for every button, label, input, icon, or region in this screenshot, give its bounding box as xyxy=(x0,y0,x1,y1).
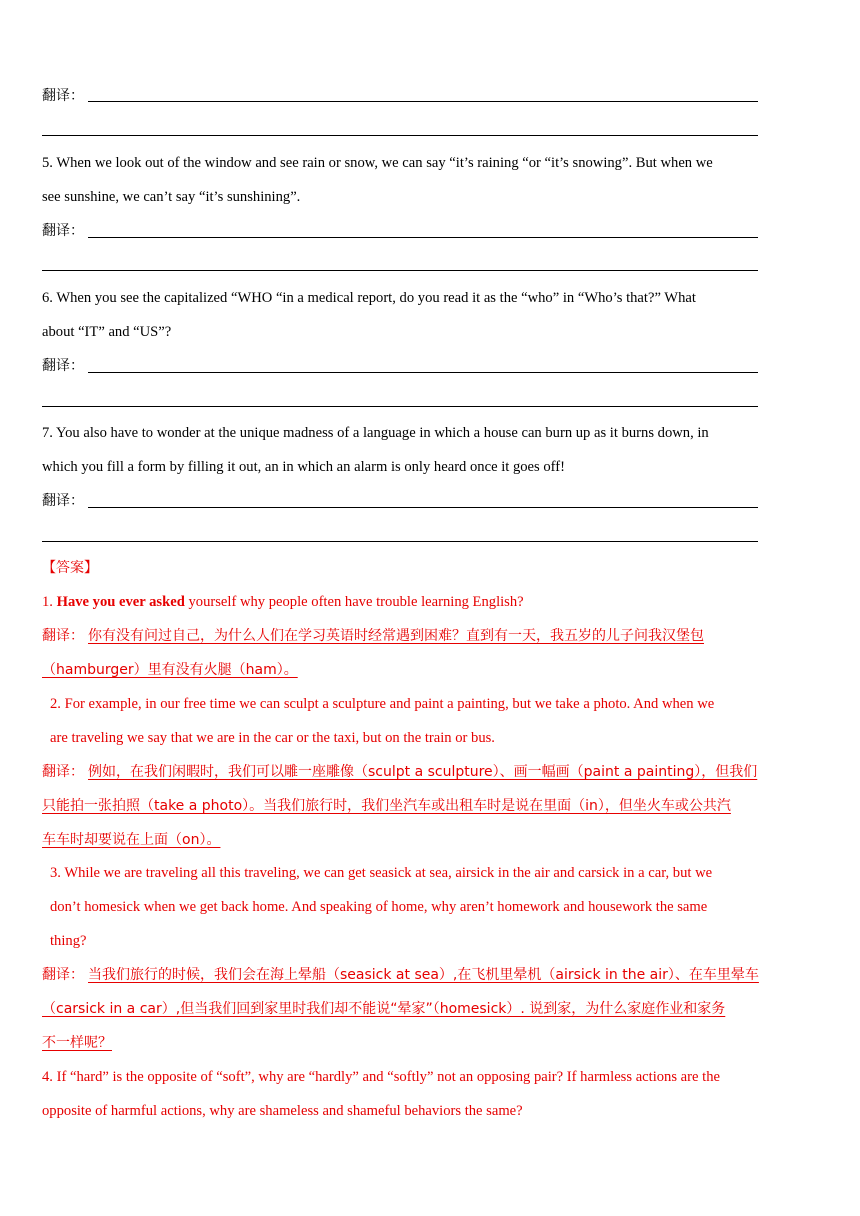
translation-label: 翻译： xyxy=(42,493,84,509)
translation-label: 翻译： xyxy=(42,967,84,983)
answer-blank-line xyxy=(42,135,758,136)
answer-3-translation-line-1: 当我们旅行的时候，我们会在海上晕船（seasick at sea）,在飞机里晕机（airsick in the air）、在车里晕车 xyxy=(88,967,759,983)
question-7-line-1: 7. You also have to wonder at the unique madness of a language in which a house can burn up as it burns down, in xyxy=(42,425,709,441)
question-5-line-2: see sunshine, we can’t say “it’s sunshining”. xyxy=(42,189,301,205)
translation-label: 翻译： xyxy=(42,358,84,374)
answer-1-number: 1. xyxy=(42,594,57,610)
question-6-line-2: about “IT” and “US”? xyxy=(42,324,172,340)
translation-label: 翻译： xyxy=(42,223,84,239)
answer-4-line-1: 4. If “hard” is the opposite of “soft”, why are “hardly” and “softly” not an opposing pair? If harmless actions are the xyxy=(42,1069,720,1085)
answer-3-line-3: thing? xyxy=(50,933,87,949)
answer-blank-line xyxy=(88,237,758,238)
answer-blank-line xyxy=(42,541,758,542)
answer-2-line-2: are traveling we say that we are in the car or the taxi, but on the train or bus. xyxy=(50,730,495,746)
answer-3-line-1: 3. While we are traveling all this traveling, we can get seasick at sea, airsick in the air and carsick in a car, but we xyxy=(50,865,713,881)
answer-2-translation-line-1: 例如，在我们闲暇时，我们可以雕一座雕像（sculpt a sculpture）、画一幅画（paint a painting），但我们 xyxy=(88,764,758,780)
translation-label: 翻译： xyxy=(42,628,84,644)
answer-1-translation-line-1: 你有没有问过自己，为什么人们在学习英语时经常遇到困难？直到有一天，我五岁的儿子问我汉堡包 xyxy=(88,628,704,644)
answer-1-highlight: Have you ever asked xyxy=(56,594,185,610)
answer-3-translation-line-2: （carsick in a car）,但当我们回到家里时我们却不能说“晕家”（homesick）. 说到家，为什么家庭作业和家务 xyxy=(42,1001,726,1017)
answer-4-line-2: opposite of harmful actions, why are shameless and shameful behaviors the same? xyxy=(42,1103,523,1119)
answer-blank-line xyxy=(42,406,758,407)
answer-2-translation-line-2: 只能拍一张拍照（take a photo）。当我们旅行时，我们坐汽车或出租车时是说在里面（in），但坐火车或公共汽 xyxy=(42,798,731,814)
answer-3-translation-line-3: 不一样呢？ xyxy=(42,1035,112,1051)
answer-blank-line xyxy=(42,270,758,271)
answer-1-translation-line-2: （hamburger）里有没有火腿（ham）。 xyxy=(42,662,298,678)
answer-blank-line xyxy=(88,101,758,102)
question-6-line-1: 6. When you see the capitalized “WHO “in a medical report, do you read it as the “who” in “Who’s that?” What xyxy=(42,290,696,306)
answer-1-sentence xyxy=(42,592,524,612)
translation-label: 翻译： xyxy=(42,88,84,104)
translation-label: 翻译： xyxy=(42,764,84,780)
answer-blank-line xyxy=(88,507,758,508)
answer-header: 【答案】 xyxy=(42,560,98,576)
answer-1-rest: yourself why people often have trouble learning English? xyxy=(184,594,524,610)
question-7-line-2: which you fill a form by filling it out, an in which an alarm is only heard once it goes off! xyxy=(42,459,565,475)
answer-blank-line xyxy=(88,372,758,373)
answer-2-line-1: 2. For example, in our free time we can sculpt a sculpture and paint a painting, but we take a photo. And when we xyxy=(50,696,715,712)
question-5-line-1: 5. When we look out of the window and see rain or snow, we can say “it’s raining “or “it’s snowing”. But when we xyxy=(42,155,713,171)
answer-3-line-2: don’t homesick when we get back home. And speaking of home, why aren’t homework and housework the same xyxy=(50,899,708,915)
answer-2-translation-line-3: 车车时却要说在上面（on）。 xyxy=(42,832,221,848)
